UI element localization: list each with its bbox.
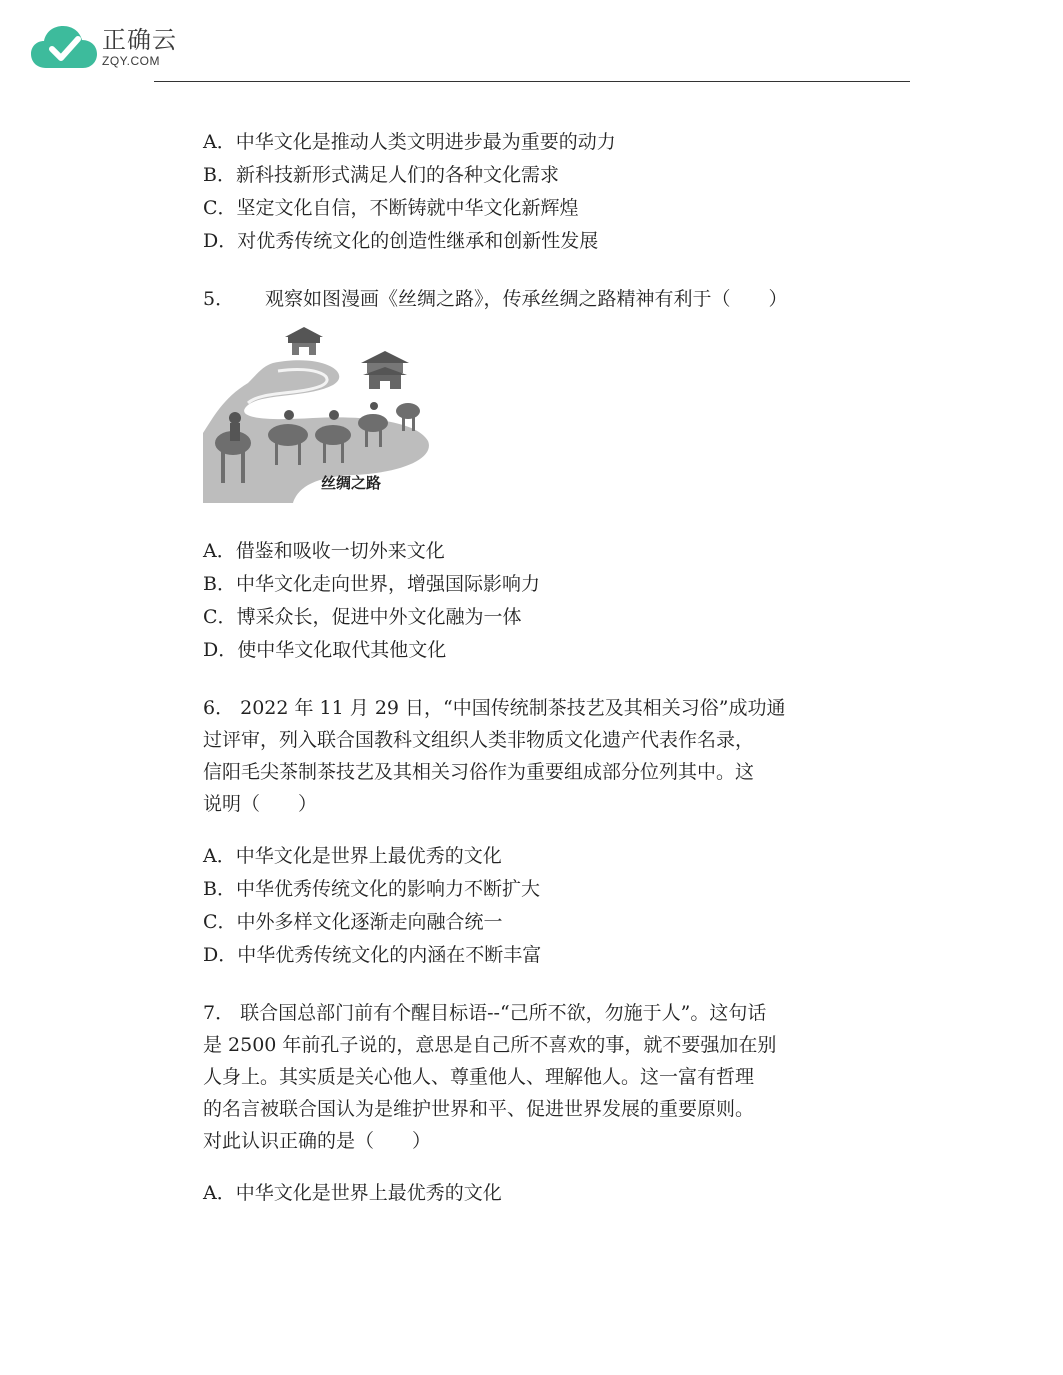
q6-options — [203, 840, 883, 972]
question-7-line: 对此认识正确的是（ ） — [203, 1130, 432, 1152]
question-7 — [203, 997, 863, 1157]
q6-option-a: A．中华文化是世界上最优秀的文化 — [203, 845, 502, 867]
q5-option-c: C．博采众长，促进中外文化融为一体 — [203, 606, 522, 628]
question-6-line: 说明（ ） — [203, 793, 318, 815]
document-body — [203, 126, 883, 1210]
question-5-number: 5． — [203, 288, 235, 310]
question-5 — [203, 283, 863, 315]
q5-option-a: A．借鉴和吸收一切外来文化 — [203, 540, 445, 562]
q4-option-b: B．新科技新形式满足人们的各种文化需求 — [203, 164, 559, 186]
q7-options — [203, 1177, 883, 1210]
q6-option-d: D．中华优秀传统文化的内涵在不断丰富 — [203, 944, 542, 966]
q4-option-a: A．中华文化是推动人类文明进步最为重要的动力 — [203, 131, 616, 153]
city-gate-icon — [285, 327, 323, 355]
q5-option-b: B．中华文化走向世界，增强国际影响力 — [203, 573, 540, 595]
image-caption: 丝绸之路 — [321, 474, 382, 492]
cloud-check-icon — [30, 24, 98, 70]
q5-options — [203, 535, 883, 667]
header-divider — [154, 81, 910, 82]
question-6-line: 6． 2022 年 11 月 29 日，“中国传统制茶技艺及其相关习俗”成功通 — [203, 697, 786, 719]
q5-option-d: D．使中华文化取代其他文化 — [203, 639, 447, 661]
question-5-stem: 观察如图漫画《丝绸之路》，传承丝绸之路精神有利于（ ） — [265, 288, 788, 310]
brand-name-en: ZQY.COM — [102, 53, 160, 68]
silk-road-cartoon-image — [203, 323, 433, 503]
pagoda-icon — [361, 351, 409, 389]
brand-name-cn: 正确云 — [102, 25, 177, 54]
question-6-line: 过评审，列入联合国教科文组织人类非物质文化遗产代表作名录， — [203, 729, 755, 751]
q4-options — [203, 126, 883, 258]
brand-logo — [30, 24, 177, 70]
q7-option-a: A．中华文化是世界上最优秀的文化 — [203, 1182, 502, 1204]
question-6-line: 信阳毛尖茶制茶技艺及其相关习俗作为重要组成部分位列其中。这 — [203, 761, 755, 783]
q6-option-c: C．中外多样文化逐渐走向融合统一 — [203, 911, 503, 933]
q6-option-b: B．中华优秀传统文化的影响力不断扩大 — [203, 878, 540, 900]
question-7-line: 人身上。其实质是关心他人、尊重他人、理解他人。这一富有哲理 — [203, 1066, 755, 1088]
question-6 — [203, 692, 863, 820]
question-7-line: 的名言被联合国认为是维护世界和平、促进世界发展的重要原则。 — [203, 1098, 755, 1120]
q4-option-d: D．对优秀传统文化的创造性继承和创新性发展 — [203, 230, 599, 252]
q4-option-c: C．坚定文化自信，不断铸就中华文化新辉煌 — [203, 197, 579, 219]
question-7-line: 7． 联合国总部门前有个醒目标语--“己所不欲，勿施于人”。这句话 — [203, 1002, 767, 1024]
question-7-line: 是 2500 年前孔子说的，意思是自己所不喜欢的事，就不要强加在别 — [203, 1034, 777, 1056]
